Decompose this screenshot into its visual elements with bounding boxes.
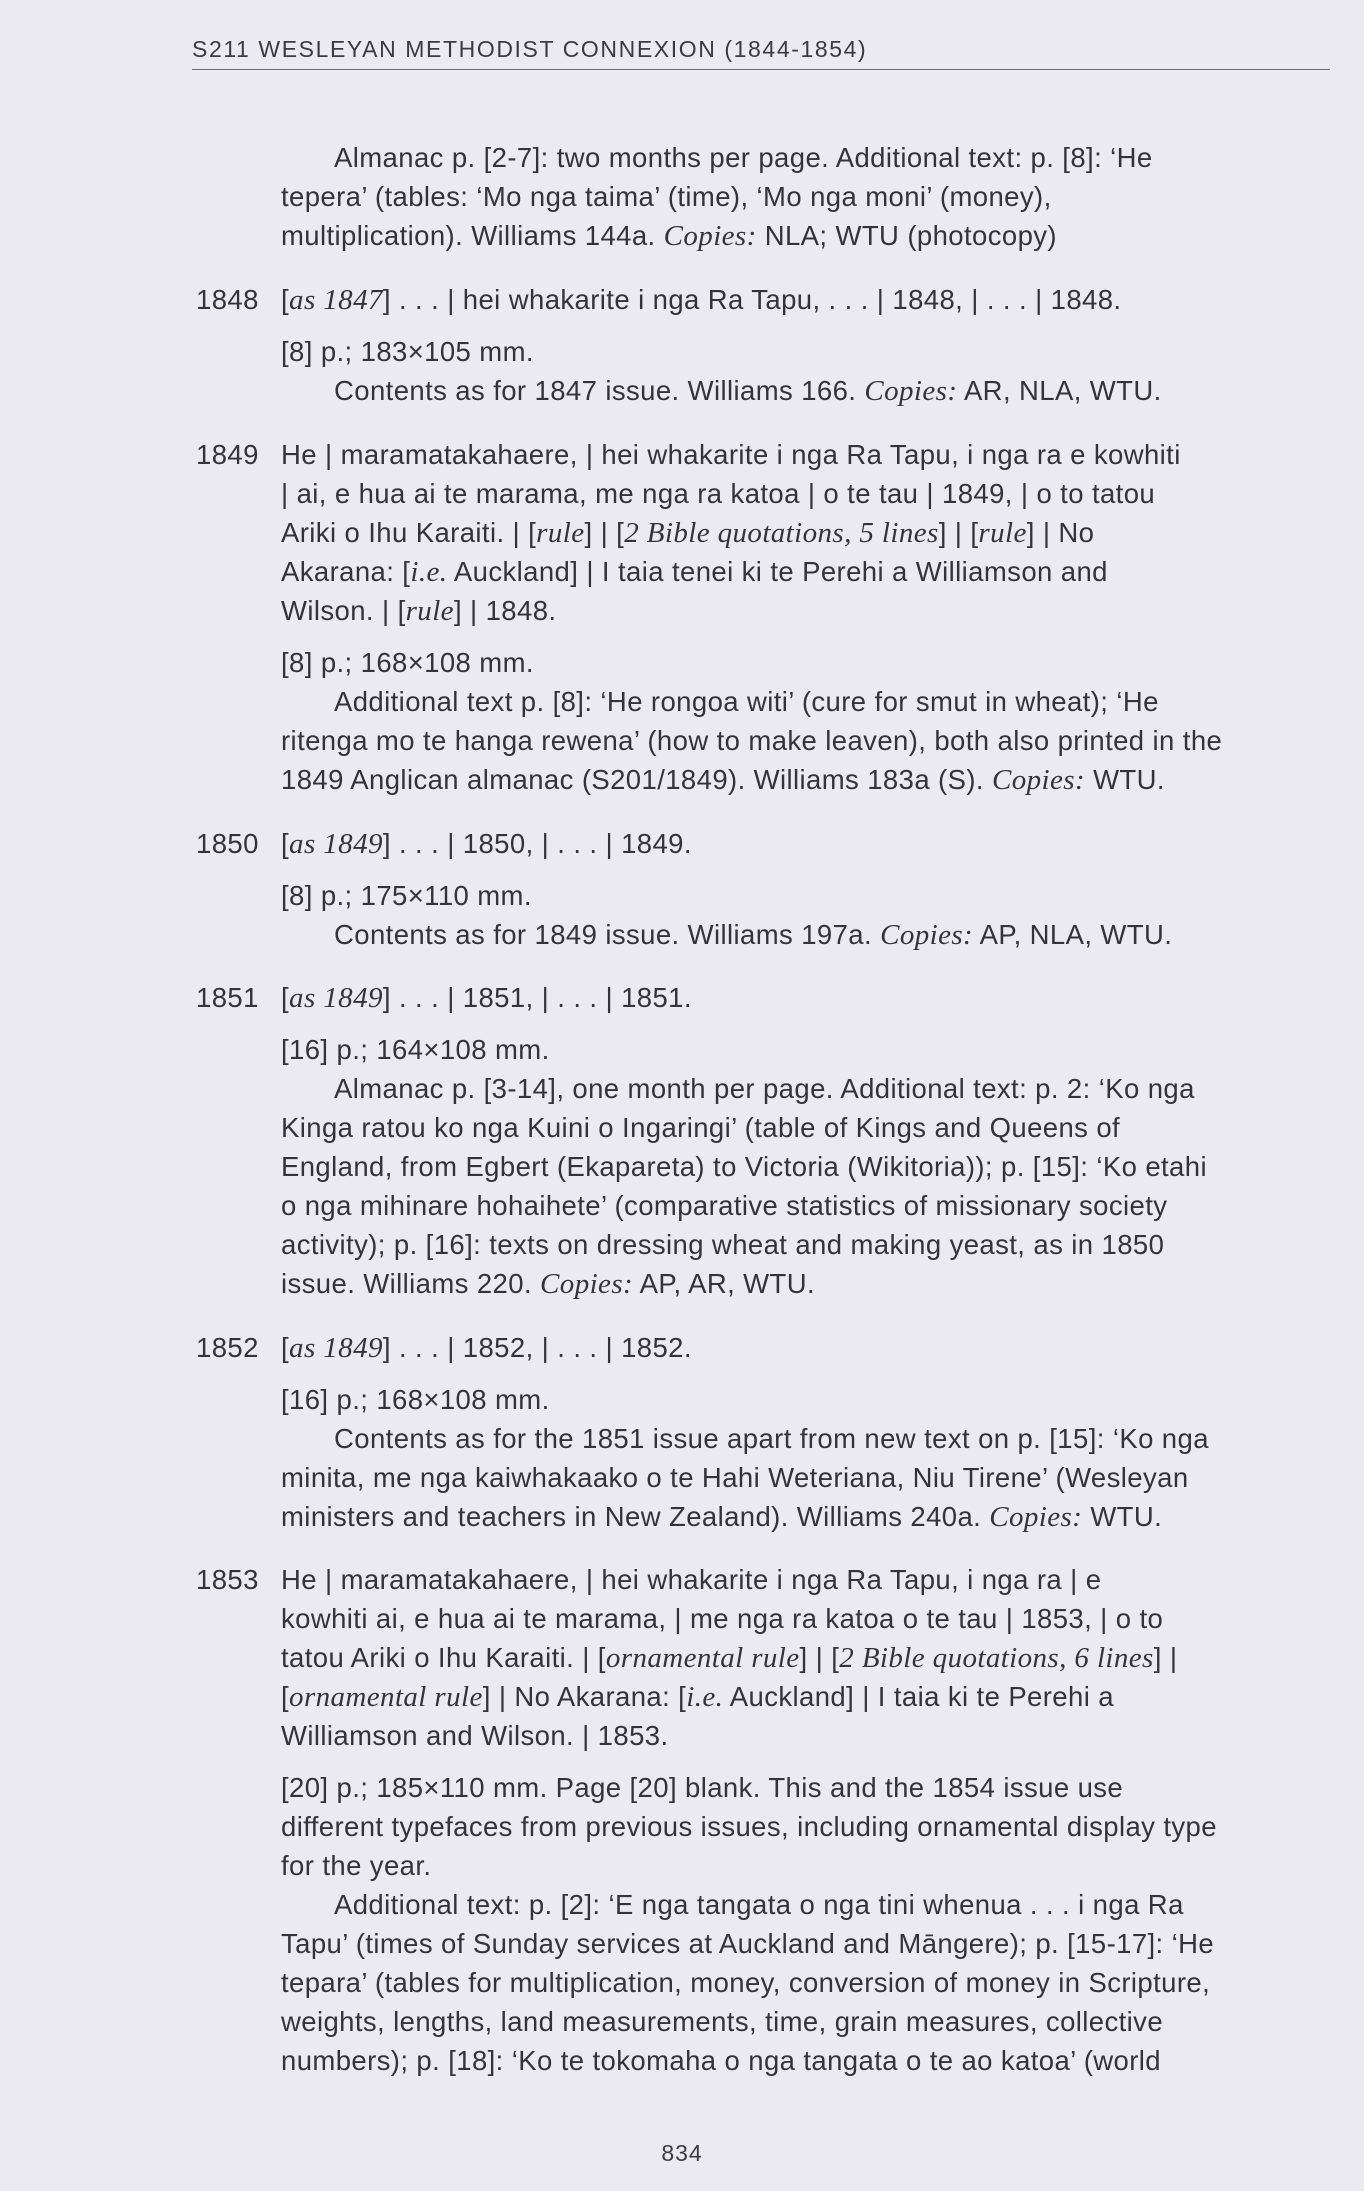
entry-1852-note-line-2: minita, me nga kaiwhakaako o te Hahi Weteriana, Niu Tirene’ (Wesleyan <box>281 1462 1189 1493</box>
entry-1853-note-line-2: Tapu’ (times of Sunday services at Auckland and Māngere); p. [15-17]: ‘He <box>281 1928 1215 1959</box>
entry-1850-note: Contents as for 1849 issue. Williams 197a. Copies: AP, NLA, WTU. <box>334 919 1173 951</box>
entry-year: 1848 <box>196 284 259 315</box>
entry-1851-physical-description: [16] p.; 164×108 mm. <box>281 1034 550 1065</box>
entry-1852-note-line-1: Contents as for the 1851 issue apart from new text on p. [15]: ‘Ko nga <box>334 1423 1209 1454</box>
entry-1848-physical-description: [8] p.; 183×105 mm. <box>281 336 534 367</box>
entry-1852-physical-description: [16] p.; 168×108 mm. <box>281 1384 550 1415</box>
entry-1847-note-line-3: multiplication). Williams 144a. Copies: NLA; WTU (photocopy) <box>281 220 1057 252</box>
entry-1849-title-line-4: Akarana: [i.e. Auckland] | I taia tenei ki te Perehi a Williamson and <box>281 556 1108 588</box>
entry-1849-title-line-1: He | maramatakahaere, | hei whakarite i nga Ra Tapu, i nga ra e kowhiti <box>281 439 1181 470</box>
entry-1849-physical-description: [8] p.; 168×108 mm. <box>281 647 534 678</box>
entry-1853-physical-line-1: [20] p.; 185×110 mm. Page [20] blank. This and the 1854 issue use <box>281 1772 1124 1803</box>
entry-year: 1853 <box>196 1564 259 1595</box>
entry-1853-physical-line-2: different typefaces from previous issues, including ornamental display type <box>281 1811 1217 1842</box>
running-head: S211 WESLEYAN METHODIST CONNEXION (1844-1854) <box>192 36 1330 70</box>
entry-year: 1852 <box>196 1332 259 1363</box>
entry-1851-note-line-5: activity); p. [16]: texts on dressing wheat and making yeast, as in 1850 <box>281 1229 1165 1260</box>
page-number: 834 <box>661 2140 703 2166</box>
entry-1853-physical-line-3: for the year. <box>281 1850 432 1881</box>
entry-1851-note-line-4: o nga mihinare hohaihete’ (comparative statistics of missionary society <box>281 1190 1168 1221</box>
entry-1848-title: [as 1847] . . . | hei whakarite i nga Ra Tapu, . . . | 1848, | . . . | 1848. <box>281 284 1122 316</box>
entry-1853-note-line-1: Additional text: p. [2]: ‘E nga tangata o nga tini whenua . . . i nga Ra <box>334 1889 1184 1920</box>
entry-1853-title-line-5: Williamson and Wilson. | 1853. <box>281 1720 669 1751</box>
entry-1849-note-line-2: ritenga mo te hanga rewena’ (how to make leaven), both also printed in the <box>281 725 1223 756</box>
entry-1847-note-line-2: tepera’ (tables: ‘Mo nga taima’ (time), ‘Mo nga moni’ (money), <box>281 181 1052 212</box>
entry-1851-note-line-6: issue. Williams 220. Copies: AP, AR, WTU. <box>281 1268 816 1300</box>
entry-1853-note-line-4: weights, lengths, land measurements, time, grain measures, collective <box>281 2006 1164 2037</box>
entry-year: 1850 <box>196 828 259 859</box>
entry-1853-title-line-4: [ornamental rule] | No Akarana: [i.e. Auckland] | I taia ki te Perehi a <box>281 1681 1114 1713</box>
entry-1850-physical-description: [8] p.; 175×110 mm. <box>281 880 532 911</box>
entry-1847-note-line-1: Almanac p. [2-7]: two months per page. Additional text: p. [8]: ‘He <box>334 142 1153 173</box>
entry-1853-note-line-3: tepara’ (tables for multiplication, money, conversion of money in Scripture, <box>281 1967 1211 1998</box>
entry-1850-title: [as 1849] . . . | 1850, | . . . | 1849. <box>281 828 692 860</box>
entry-1853-title-line-3: tatou Ariki o Ihu Karaiti. | [ornamental rule] | [2 Bible quotations, 6 lines] | <box>281 1642 1178 1674</box>
entry-1849-title-line-3: Ariki o Ihu Karaiti. | [rule] | [2 Bible quotations, 5 lines] | [rule] | No <box>281 517 1095 549</box>
entry-year: 1849 <box>196 439 259 470</box>
entry-1848-note: Contents as for 1847 issue. Williams 166. Copies: AR, NLA, WTU. <box>334 375 1162 407</box>
entry-1851-note-line-2: Kinga ratou ko nga Kuini o Ingaringi’ (table of Kings and Queens of <box>281 1112 1121 1143</box>
entry-1849-note-line-3: 1849 Anglican almanac (S201/1849). Williams 183a (S). Copies: WTU. <box>281 764 1165 796</box>
entry-1851-title: [as 1849] . . . | 1851, | . . . | 1851. <box>281 982 692 1014</box>
entry-1852-title: [as 1849] . . . | 1852, | . . . | 1852. <box>281 1332 692 1364</box>
entry-1853-title-line-1: He | maramatakahaere, | hei whakarite i nga Ra Tapu, i nga ra | e <box>281 1564 1102 1595</box>
entry-1849-title-line-2: | ai, e hua ai te marama, me nga ra katoa | o te tau | 1849, | o to tatou <box>281 478 1156 509</box>
entry-1849-title-line-5: Wilson. | [rule] | 1848. <box>281 595 557 627</box>
entry-1851-note-line-1: Almanac p. [3-14], one month per page. Additional text: p. 2: ‘Ko nga <box>334 1073 1195 1104</box>
entry-year: 1851 <box>196 982 259 1013</box>
entry-1851-note-line-3: England, from Egbert (Ekapareta) to Victoria (Wikitoria)); p. [15]: ‘Ko etahi <box>281 1151 1207 1182</box>
entry-1853-note-line-5: numbers); p. [18]: ‘Ko te tokomaha o nga tangata o te ao katoa’ (world <box>281 2045 1161 2076</box>
entry-1849-note-line-1: Additional text p. [8]: ‘He rongoa witi’ (cure for smut in wheat); ‘He <box>334 686 1159 717</box>
entry-1852-note-line-3: ministers and teachers in New Zealand). Williams 240a. Copies: WTU. <box>281 1501 1163 1533</box>
entry-1853-title-line-2: kowhiti ai, e hua ai te marama, | me nga ra katoa o te tau | 1853, | o to <box>281 1603 1164 1634</box>
